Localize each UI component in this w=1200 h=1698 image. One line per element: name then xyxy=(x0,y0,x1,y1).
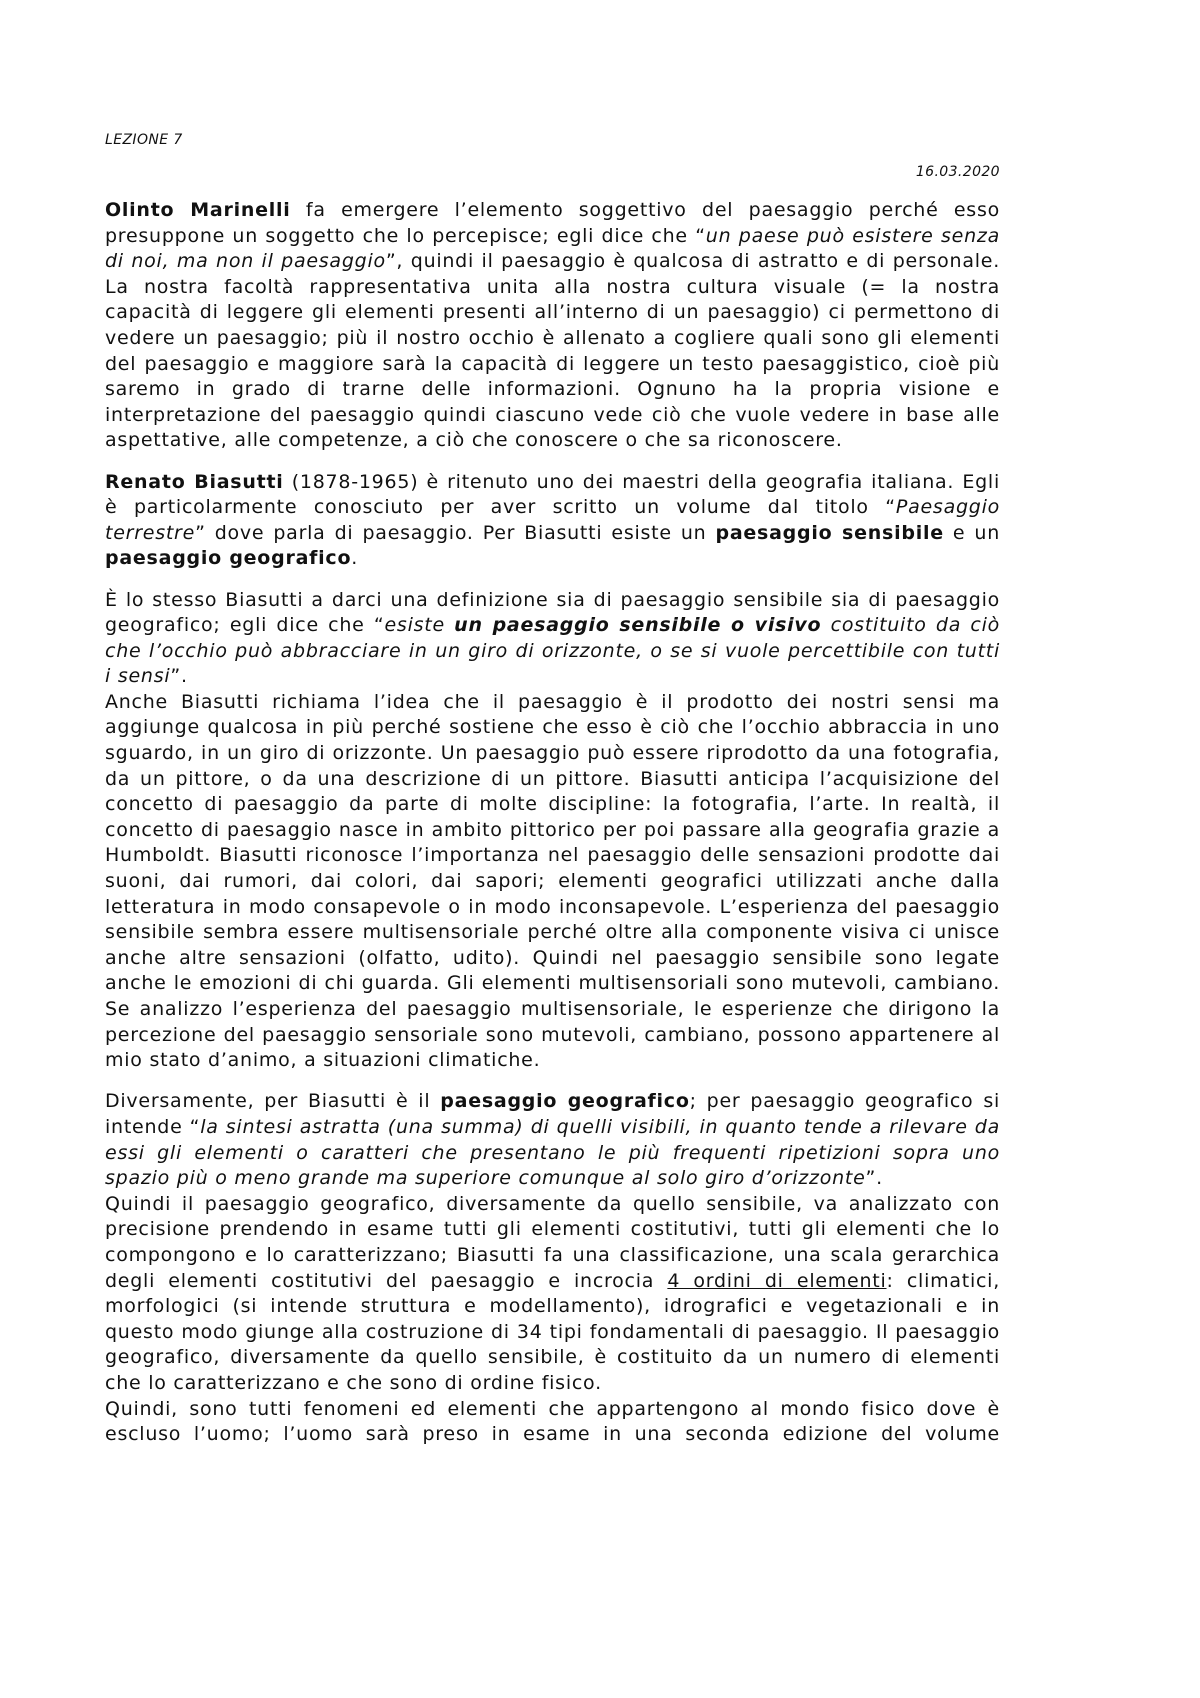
term-paesaggio-geografico: paesaggio geografico xyxy=(105,547,352,570)
paragraph-text: e un xyxy=(943,521,1000,544)
lesson-date: 16.03.2020 xyxy=(915,164,1000,180)
paragraph-text: Quindi il paesaggio geografico, diversamente da quello sensibile, va analizzato con precisione prendendo in esame tutti gli elementi costitutivi, tutti gli elementi che lo compongono e lo caratterizzano; Biasutti fa una classificazione, una scala gerarchica degli elementi costitutivi del paesaggio e incrocia xyxy=(105,1192,1000,1292)
paragraph-text: ; per paesaggio geografico si intende “ xyxy=(105,1090,1001,1138)
paragraph-text: Quindi, sono tutti fenomeni ed elementi che appartengono al mondo fisico dove è escluso l’uomo; l’uomo sarà preso in esame in una seconda edizione del volume xyxy=(105,1397,1000,1446)
lesson-heading: LEZIONE 7 xyxy=(105,132,183,148)
paragraph-geografico-definition xyxy=(105,1089,1000,1191)
paragraph-text: ”. xyxy=(170,665,188,688)
paragraph-geografico-classification xyxy=(105,1192,1000,1397)
paragraph-sensibile-definition xyxy=(105,588,1000,690)
quote-geografico: la sintesi astratta (una summa) di quelli visibili, in quanto tende a rilevare da essi gli elementi o caratteri che presentano le più frequenti ripetizioni sopra uno spazio più o meno grande ma superiore comunque al solo giro d’orizzonte xyxy=(105,1115,1000,1190)
paragraph-text: fa emergere l’elemento soggettivo del paesaggio perché esso presuppone un soggetto che lo percepisce; egli dice che “ xyxy=(105,199,1000,247)
paragraph-sensibile-explanation xyxy=(105,690,1000,1074)
paragraph-text: (1878-1965) è ritenuto uno dei maestri della geografia italiana. Egli è particolarmente conosciuto per aver scritto un volume dal titolo “ xyxy=(105,470,1000,519)
paragraph-marinelli xyxy=(105,198,1000,454)
paragraph-text: . xyxy=(351,547,359,570)
paragraph-text: ”, quindi il paesaggio è qualcosa di astratto e di personale. La nostra facoltà rappresentativa unita alla nostra cultura visuale (= la nostra capacità di leggere gli elementi presenti all’interno di un paesaggio) ci permettono di vedere un paesaggio; più il nostro occhio è allenato a cogliere quali sono gli elementi del paesaggio e maggiore sarà la capacità di leggere un testo paesaggistico, cioè più saremo in grado di trarne delle informazioni. Ognuno ha la propria visione e interpretazione del paesaggio quindi ciascuno vede ciò che vuole vedere in base alle aspettative, alle competenze, a ciò che conoscere o che sa riconoscere. xyxy=(105,250,1000,452)
term-paesaggio-geografico: paesaggio geografico xyxy=(440,1090,690,1113)
author-name-marinelli: Olinto Marinelli xyxy=(105,199,291,221)
underlined-phrase: 4 ordini di elementi xyxy=(667,1269,887,1292)
author-name-biasutti: Renato Biasutti xyxy=(105,470,284,493)
paragraph-text: : climatici, morfologici (si intende struttura e modellamento), idrografici e vegetazionali e in questo modo giunge alla costruzione di 34 tipi fondamentali di paesaggio. Il paesaggio geografico, diversamente da quello sensibile, è costituito da un numero di elementi che lo caratterizzano e che sono di ordine fisico. xyxy=(105,1269,1000,1394)
paragraph-text: Anche Biasutti richiama l’idea che il paesaggio è il prodotto dei nostri sensi ma aggiunge qualcosa in più perché sostiene che esso è ciò che l’occhio abbraccia in uno sguardo, in un giro di orizzonte. Un paesaggio può essere riprodotto da una fotografia, da un pittore, o da una descrizione di un pittore. Biasutti anticipa l’acquisizione del concetto di paesaggio da parte di molte discipline: la fotografia, l’arte. In realtà, il concetto di paesaggio nasce in ambito pittorico per poi passare alla geografia grazie a Humboldt. Biasutti riconosce l’importanza nel paesaggio delle sensazioni prodotte dai suoni, dai rumori, dai colori, dai sapori; elementi geografici utilizzati anche dalla letteratura in modo consapevole o in modo inconsapevole. L’esperienza del paesaggio sensibile sembra essere multisensoriale perché oltre alla componente visiva ci unisce anche altre sensazioni (olfatto, udito). Quindi nel paesaggio sensibile sono legate anche le emozioni di chi guarda. Gli elementi multisensoriali sono mutevoli, cambiano. Se analizzo l’esperienza del paesaggio multisensoriale, le esperienze che dirigono la percezione del paesaggio sensoriale sono mutevoli, cambiano, possono appartenere al mio stato d’animo, a situazioni climatiche. xyxy=(105,690,1000,1072)
book-title: Paesaggio terrestre xyxy=(105,496,1000,544)
paragraph-biasutti-intro xyxy=(105,470,1000,572)
quote-sensibile-emphasis: un paesaggio sensibile o visivo xyxy=(454,614,822,637)
paragraph-text: Diversamente, per Biasutti è il xyxy=(105,1090,441,1113)
paragraph-text: ” dove parla di paesaggio. Per Biasutti esiste un xyxy=(195,521,716,544)
quote-sensibile-rest: costituito da ciò che l’occhio può abbracciare in un giro di orizzonte, o se si vuole percettibile con tutti i sensi xyxy=(105,614,1001,688)
paragraph-text: È lo stesso Biasutti a darci una definizione sia di paesaggio sensibile sia di paesaggio geografico; egli dice che “ xyxy=(105,588,1000,637)
document-body xyxy=(105,198,1000,1448)
paragraph-text: ”. xyxy=(865,1167,883,1190)
quote-sensibile-start: esiste xyxy=(384,614,455,637)
quote-marinelli: un paese può esistere senza di noi, ma non il paesaggio xyxy=(105,224,1000,273)
term-paesaggio-sensibile: paesaggio sensibile xyxy=(715,521,944,544)
paragraph-physical-elements xyxy=(105,1397,1000,1448)
